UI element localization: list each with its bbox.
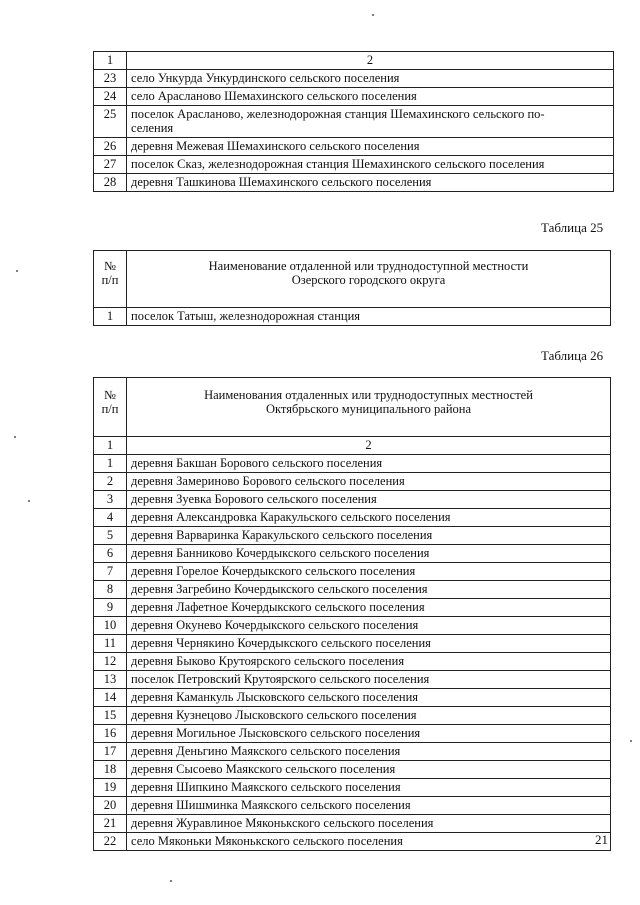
row-number: 3 [94,491,127,509]
row-text: деревня Варваринка Каракульского сельского поселения [127,527,611,545]
row-text: поселок Петровский Крутоярского сельского поселения [127,671,611,689]
scan-speck [28,500,30,502]
table-row [94,833,611,851]
row-text: деревня Бакшан Борового сельского поселения [127,455,611,473]
row-number: 27 [94,156,127,174]
table-row [94,599,611,617]
scan-speck [16,270,18,272]
table-row [94,743,611,761]
table-row [94,455,611,473]
table-row [94,725,611,743]
row-number: 1 [94,455,127,473]
row-text: деревня Зуевка Борового сельского поселения [127,491,611,509]
table-row [94,545,611,563]
header-number-sign: № [104,259,116,273]
header-name-line-1: Наименования отдаленных или труднодоступных местностей [204,388,533,402]
row-number: 5 [94,527,127,545]
row-number: 8 [94,581,127,599]
row-text-line-1: поселок Арасланово, железнодорожная станция Шемахинского сельского по- [131,107,545,121]
table-row [94,761,611,779]
row-text: деревня Шишминка Маякского сельского поселения [127,797,611,815]
row-number: 15 [94,707,127,725]
row-number: 12 [94,653,127,671]
row-text: деревня Шипкино Маякского сельского поселения [127,779,611,797]
row-number: 28 [94,174,127,192]
row-number: 16 [94,725,127,743]
table-row [94,88,614,106]
row-number: 18 [94,761,127,779]
row-text: деревня Журавлиное Мяконькского сельского поселения [127,815,611,833]
header-name-line-2: Октябрьского муниципального района [265,402,472,416]
row-text: село Арасланово Шемахинского сельского поселения [127,88,614,106]
table-row [94,635,611,653]
table-row [94,581,611,599]
row-text: село Ункурда Ункурдинского сельского поселения [127,70,614,88]
row-number: 20 [94,797,127,815]
table-row [94,527,611,545]
table-row [94,174,614,192]
row-number: 26 [94,138,127,156]
table-row [94,563,611,581]
table-header-row [94,251,611,308]
table-row [94,617,611,635]
row-text: деревня Банниково Кочердыкского сельского поселения [127,545,611,563]
table-row [94,473,611,491]
row-number: 6 [94,545,127,563]
table-row [94,815,611,833]
row-number: 13 [94,671,127,689]
table-row [94,106,614,138]
table-row [94,308,611,326]
row-text-line-2: селения [131,121,174,135]
table-row [94,797,611,815]
table-row [94,138,614,156]
index-cell-2: 2 [127,437,611,455]
row-text: деревня Окунево Кочердыкского сельского поселения [127,617,611,635]
table-row [94,653,611,671]
table-row [94,70,614,88]
row-text: поселок Татыш, железнодорожная станция [127,308,611,326]
row-text: деревня Деньгино Маякского сельского поселения [127,743,611,761]
row-text: деревня Кузнецово Лысковского сельского поселения [127,707,611,725]
scan-speck [170,880,172,882]
table-row [94,689,611,707]
header-number-label: п/п [101,273,119,287]
row-text: деревня Александровка Каракульского сельского поселения [127,509,611,527]
header-number-sign: № [104,388,116,402]
row-number: 7 [94,563,127,581]
table-row [94,707,611,725]
row-number: 9 [94,599,127,617]
row-text: деревня Сысоево Маякского сельского поселения [127,761,611,779]
header-cell-name [127,251,611,308]
table-25-caption: Таблица 25 [541,220,604,235]
row-text: деревня Замериново Борового сельского поселения [127,473,611,491]
row-number: 11 [94,635,127,653]
table-24-continuation [93,51,614,192]
row-number: 1 [94,308,127,326]
header-cell-number [94,378,127,437]
row-number: 14 [94,689,127,707]
row-text: деревня Загребино Кочердыкского сельского поселения [127,581,611,599]
row-text: деревня Чернякино Кочердыкского сельского поселения [127,635,611,653]
row-number: 19 [94,779,127,797]
index-cell-1: 1 [94,437,127,455]
table-26 [93,377,611,851]
table-row [94,779,611,797]
row-text: село Мяконьки Мяконькского сельского поселения [127,833,611,851]
row-text: деревня Могильное Лысковского сельского поселения [127,725,611,743]
row-text: деревня Лафетное Кочердыкского сельского поселения [127,599,611,617]
row-number: 17 [94,743,127,761]
table-25 [93,250,611,326]
row-text: деревня Горелое Кочердыкского сельского поселения [127,563,611,581]
table-header-row [94,378,611,437]
row-number: 2 [94,473,127,491]
table-index-row [94,437,611,455]
header-cell-name [127,378,611,437]
page-number: 21 [595,832,608,847]
row-number: 10 [94,617,127,635]
row-text: деревня Ташкинова Шемахинского сельского поселения [127,174,614,192]
header-name-line-2: Озерского городского округа [291,273,446,287]
row-text: поселок Сказ, железнодорожная станция Шемахинского сельского поселения [127,156,614,174]
row-text: деревня Быково Крутоярского сельского поселения [127,653,611,671]
row-number: 22 [94,833,127,851]
table-row [94,491,611,509]
row-number: 21 [94,815,127,833]
row-text-multiline [127,106,614,138]
table-row [94,671,611,689]
row-number: 25 [94,106,127,138]
header-number-label: п/п [101,402,119,416]
table-index-row [94,52,614,70]
index-cell-2: 2 [127,52,614,70]
row-text: деревня Каманкуль Лысковского сельского поселения [127,689,611,707]
row-number: 4 [94,509,127,527]
header-name-line-1: Наименование отдаленной или труднодоступной местности [208,259,529,273]
scan-speck [630,740,632,742]
header-cell-number [94,251,127,308]
row-text: деревня Межевая Шемахинского сельского поселения [127,138,614,156]
table-26-caption: Таблица 26 [541,348,604,363]
table-row [94,156,614,174]
scan-speck [372,14,374,16]
row-number: 24 [94,88,127,106]
row-number: 23 [94,70,127,88]
index-cell-1: 1 [94,52,127,70]
table-row [94,509,611,527]
scan-speck [14,436,16,438]
